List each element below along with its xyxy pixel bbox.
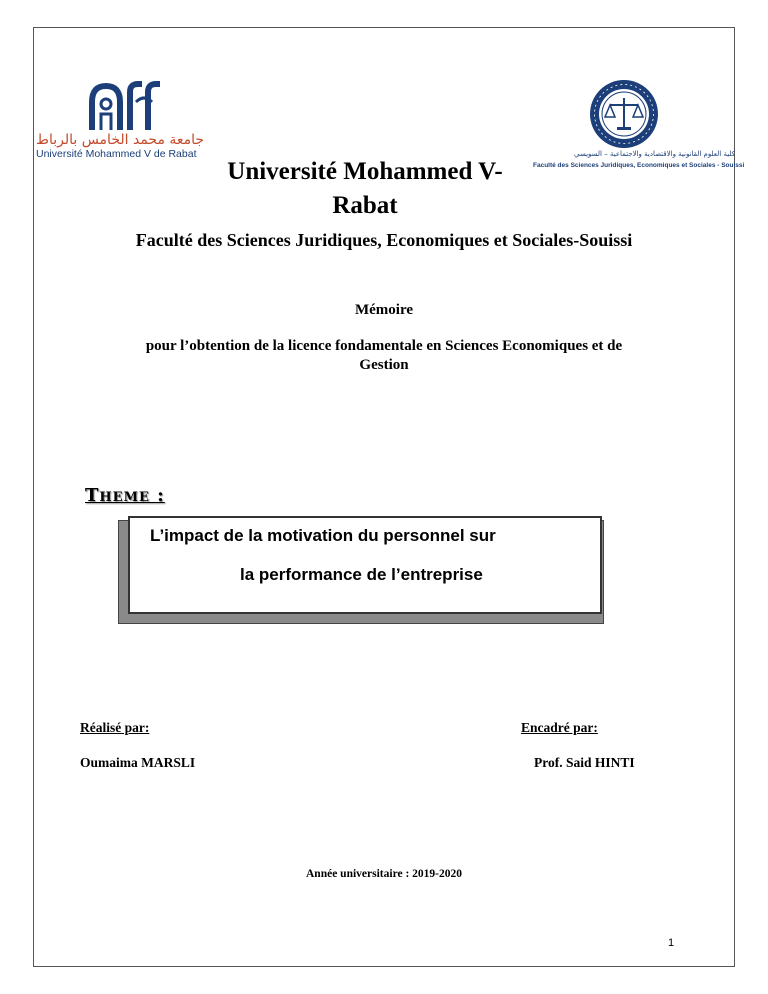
memoire-purpose — [110, 337, 658, 375]
faculty-logo — [525, 78, 745, 178]
memoire-purpose-line2: Gestion — [359, 356, 409, 373]
realise-label: Réalisé par: — [80, 720, 150, 735]
university-title-line1: Université Mohammed V- — [227, 158, 503, 185]
encadre-label: Encadré par: — [521, 720, 598, 735]
faculty-arabic-name: كلية العلوم القانونية والاقتصادية والاجتماعية – السويسي — [574, 150, 735, 158]
page-title — [200, 155, 530, 223]
theme-title-line1: L’impact de la motivation du personnel sur — [150, 526, 496, 545]
supervisor-name: Prof. Said HINTI — [534, 755, 635, 770]
faculty-seal-icon — [588, 78, 660, 150]
academic-year: Année universitaire : 2019-2020 — [306, 868, 462, 880]
theme-box — [128, 516, 602, 614]
university-emblem-icon — [86, 80, 166, 132]
theme-label: Theme : — [85, 485, 165, 506]
university-logo — [36, 80, 226, 160]
university-title-line2: Rabat — [332, 191, 398, 219]
university-arabic-name: جامعة محمد الخامس بالرباط — [36, 132, 205, 148]
memoire-purpose-line1: pour l’obtention de la licence fondamentale en Sciences Economiques et de — [145, 338, 623, 354]
student-name: Oumaima MARSLI — [80, 755, 196, 770]
faculty-latin-name: Faculté des Sciences Juridiques, Economiques et Sociales - Souissi — [533, 162, 745, 169]
memoire-label: Mémoire — [354, 302, 414, 318]
faculty-name: Faculté des Sciences Juridiques, Economiques et Sociales-Souissi — [135, 230, 633, 250]
theme-title-line2: la performance de l’entreprise — [240, 565, 483, 584]
page-number: 1 — [668, 937, 675, 949]
university-latin-name: Université Mohammed V de Rabat — [36, 148, 197, 160]
